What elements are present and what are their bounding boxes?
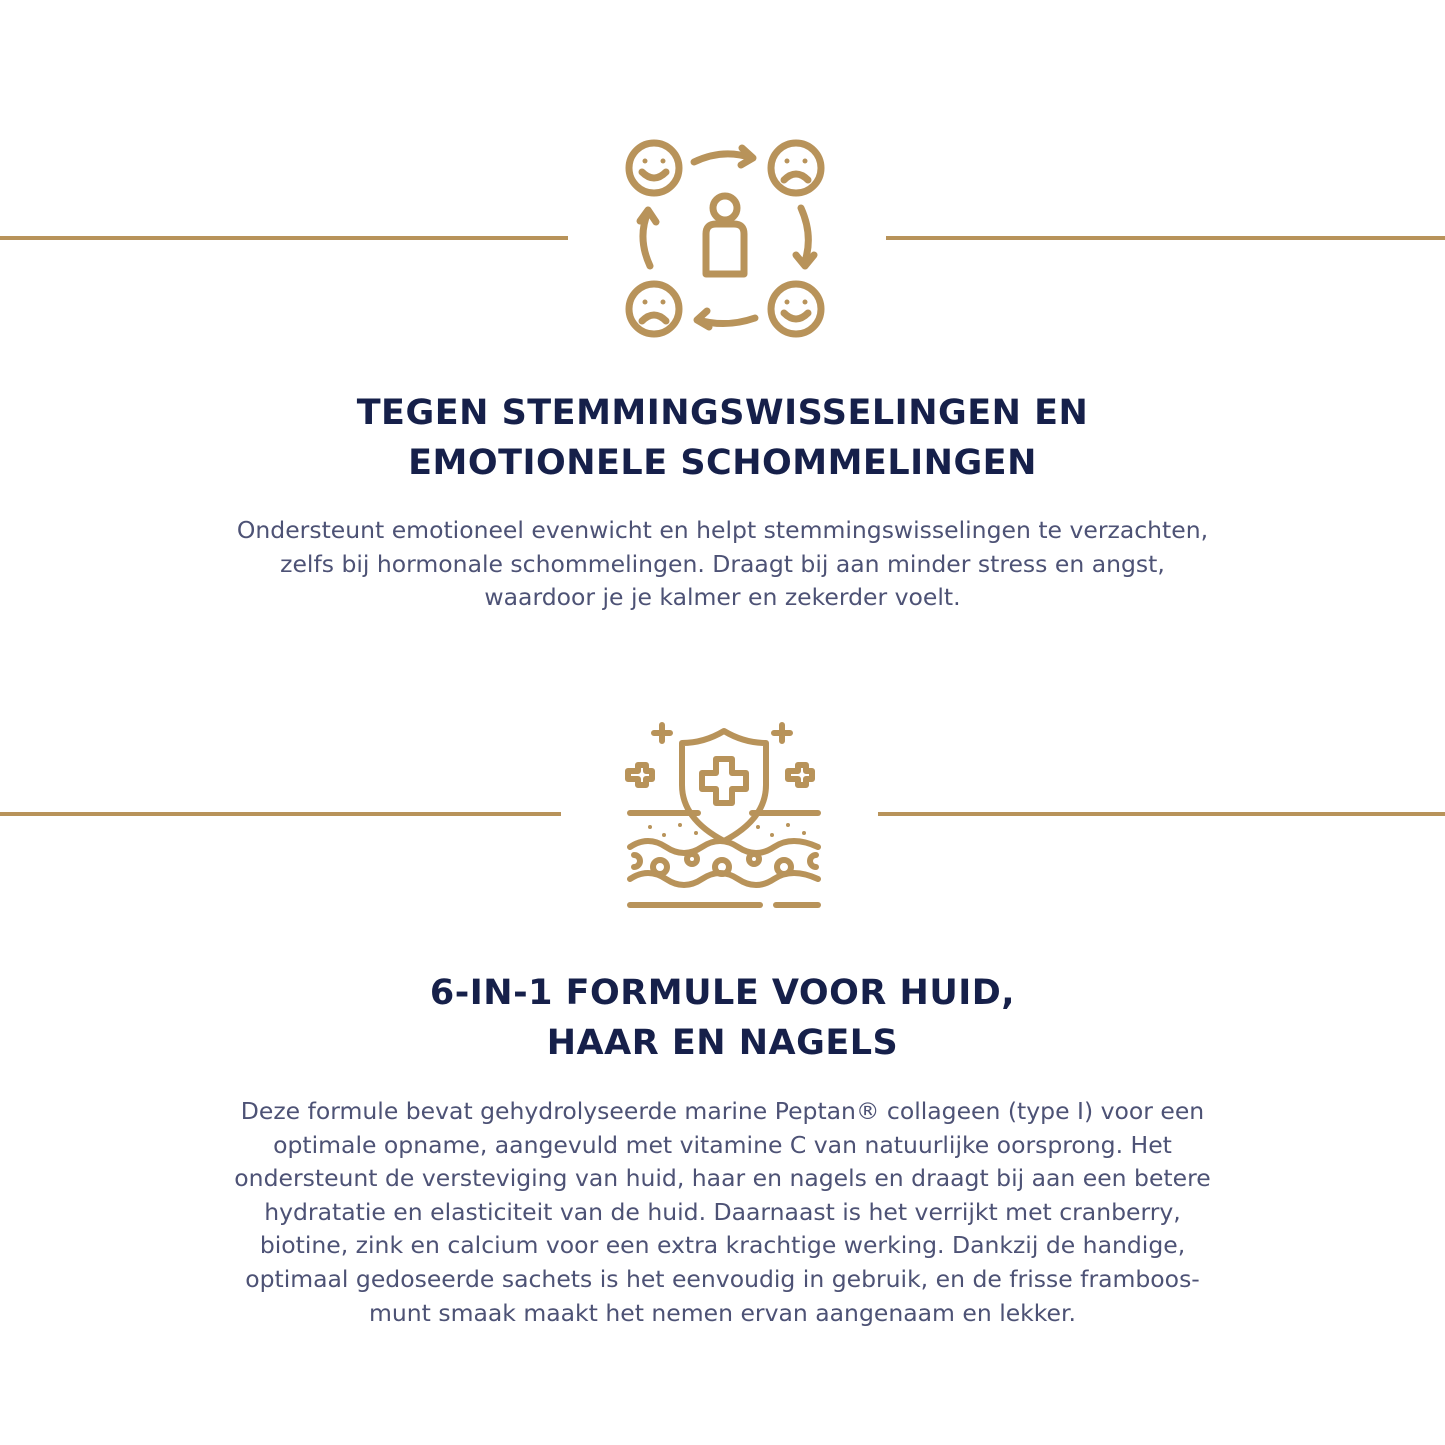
section-1-title-line-2: EMOTIONELE SCHOMMELINGEN	[408, 443, 1037, 483]
section-2-body-line-6: optimaal gedoseerde sachets is het eenvoudig in gebruik, en de frisse framboos-	[245, 1264, 1200, 1293]
section-1-title	[0, 388, 1445, 488]
section-2-body-line-5: biotine, zink en calcium voor een extra krachtige werking. Dankzij de handige,	[259, 1231, 1186, 1260]
skin-shield-icon	[620, 715, 830, 915]
divider-left-1	[0, 236, 568, 240]
divider-right-2	[878, 812, 1445, 816]
section-2-body	[0, 1095, 1445, 1330]
divider-left-2	[0, 812, 561, 816]
section-1-body-line-1: Ondersteunt emotioneel evenwicht en helpt stemmingswisselingen te verzachten,	[236, 516, 1209, 544]
section-2-body-line-4: hydratatie en elasticiteit van de huid. Daarnaast is het verrijkt met cranberry,	[264, 1197, 1181, 1226]
section-2-body-line-2: optimale opname, aangevuld met vitamine C van natuurlijke oorsprong. Het	[273, 1130, 1172, 1159]
mood-swings-icon	[620, 134, 830, 344]
section-1-title-line-1: TEGEN STEMMINGSWISSELINGEN EN	[356, 393, 1089, 433]
section-2-title-line-2: HAAR EN NAGELS	[546, 1023, 899, 1063]
section-1-body	[0, 514, 1445, 615]
section-2-body-line-1: Deze formule bevat gehydrolyseerde marine Peptan® collageen (type I) voor een	[240, 1097, 1205, 1125]
section-2-title-line-1: 6-IN-1 FORMULE VOOR HUID,	[429, 973, 1016, 1013]
section-2-body-line-7: munt smaak maakt het nemen ervan aangenaam en lekker.	[368, 1298, 1076, 1327]
section-1-body-line-3: waardoor je je kalmer en zekerder voelt.	[484, 583, 961, 612]
divider-right-1	[886, 236, 1445, 240]
section-2-title	[0, 968, 1445, 1068]
section-1-body-line-2: zelfs bij hormonale schommelingen. Draagt bij aan minder stress en angst,	[280, 549, 1165, 578]
section-2-body-line-3: ondersteunt de versteviging van huid, haar en nagels en draagt bij aan een betere	[234, 1164, 1211, 1193]
